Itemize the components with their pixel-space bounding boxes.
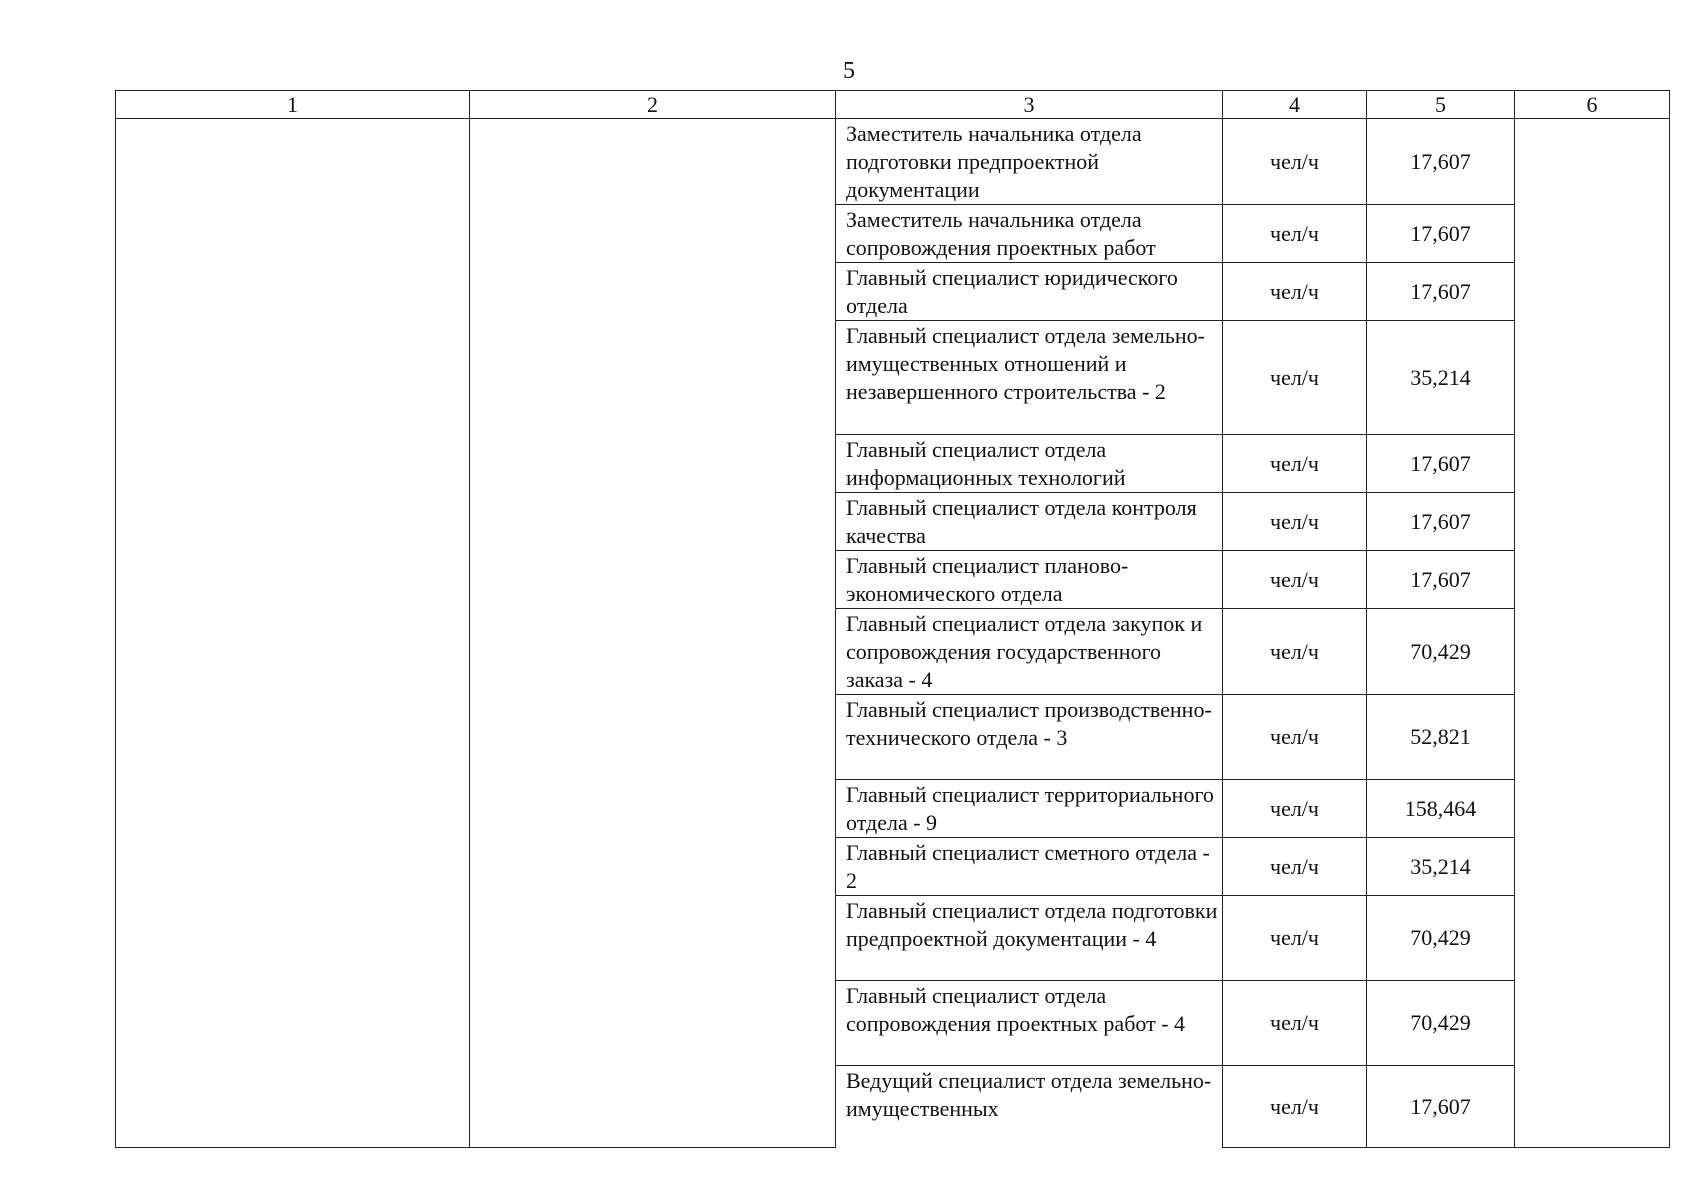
staff-hours-table: [115, 90, 1670, 1148]
page-number: 5: [843, 58, 855, 84]
value-cell: 70,429: [1367, 981, 1515, 1066]
position-name-cell: Главный специалист отдела контроля качества: [836, 493, 1223, 551]
position-name-cell: Главный специалист сметного отдела - 2: [836, 838, 1223, 896]
position-name-cell: Ведущий специалист отдела земельно-имущественных: [836, 1066, 1223, 1148]
position-name-cell: Главный специалист территориального отдела - 9: [836, 780, 1223, 838]
value-cell: 17,607: [1367, 551, 1515, 609]
value-cell: 158,464: [1367, 780, 1515, 838]
column-header-6: 6: [1515, 91, 1670, 119]
position-name-cell: Главный специалист отдела подготовки предпроектной документации - 4: [836, 896, 1223, 981]
column-6-cell: [1515, 119, 1670, 1148]
position-name-cell: Заместитель начальника отдела подготовки предпроектной документации: [836, 119, 1223, 205]
value-cell: 52,821: [1367, 695, 1515, 780]
unit-cell: чел/ч: [1223, 1066, 1367, 1148]
value-cell: 35,214: [1367, 321, 1515, 435]
unit-cell: чел/ч: [1223, 695, 1367, 780]
position-name-cell: Главный специалист юридического отдела: [836, 263, 1223, 321]
value-cell: 70,429: [1367, 896, 1515, 981]
position-name-cell: Главный специалист отдела земельно-имущественных отношений и незавершенного строительства - 2: [836, 321, 1223, 435]
value-cell: 17,607: [1367, 493, 1515, 551]
value-cell: 35,214: [1367, 838, 1515, 896]
unit-cell: чел/ч: [1223, 780, 1367, 838]
unit-cell: чел/ч: [1223, 551, 1367, 609]
staff-hours-table-container: [115, 90, 1670, 1148]
unit-cell: чел/ч: [1223, 263, 1367, 321]
position-name-cell: Заместитель начальника отдела сопровождения проектных работ: [836, 205, 1223, 263]
unit-cell: чел/ч: [1223, 435, 1367, 493]
value-cell: 17,607: [1367, 435, 1515, 493]
value-cell: 70,429: [1367, 609, 1515, 695]
value-cell: 17,607: [1367, 119, 1515, 205]
position-name-cell: Главный специалист производственно-технического отдела - 3: [836, 695, 1223, 780]
unit-cell: чел/ч: [1223, 119, 1367, 205]
column-header-1: 1: [116, 91, 470, 119]
unit-cell: чел/ч: [1223, 896, 1367, 981]
value-cell: 17,607: [1367, 205, 1515, 263]
position-name-cell: Главный специалист отдела закупок и сопровождения государственного заказа - 4: [836, 609, 1223, 695]
position-name-cell: Главный специалист планово-экономического отдела: [836, 551, 1223, 609]
unit-cell: чел/ч: [1223, 493, 1367, 551]
column-header-4: 4: [1223, 91, 1367, 119]
position-name-cell: Главный специалист отдела сопровождения проектных работ - 4: [836, 981, 1223, 1066]
column-header-5: 5: [1367, 91, 1515, 119]
unit-cell: чел/ч: [1223, 838, 1367, 896]
column-1-cell: [116, 119, 470, 1148]
table-row: [116, 119, 1670, 205]
value-cell: 17,607: [1367, 1066, 1515, 1148]
column-2-cell: [470, 119, 836, 1148]
position-name-cell: Главный специалист отдела информационных технологий: [836, 435, 1223, 493]
unit-cell: чел/ч: [1223, 321, 1367, 435]
value-cell: 17,607: [1367, 263, 1515, 321]
column-header-3: 3: [836, 91, 1223, 119]
unit-cell: чел/ч: [1223, 981, 1367, 1066]
unit-cell: чел/ч: [1223, 205, 1367, 263]
unit-cell: чел/ч: [1223, 609, 1367, 695]
column-header-2: 2: [470, 91, 836, 119]
header-row: [116, 91, 1670, 119]
